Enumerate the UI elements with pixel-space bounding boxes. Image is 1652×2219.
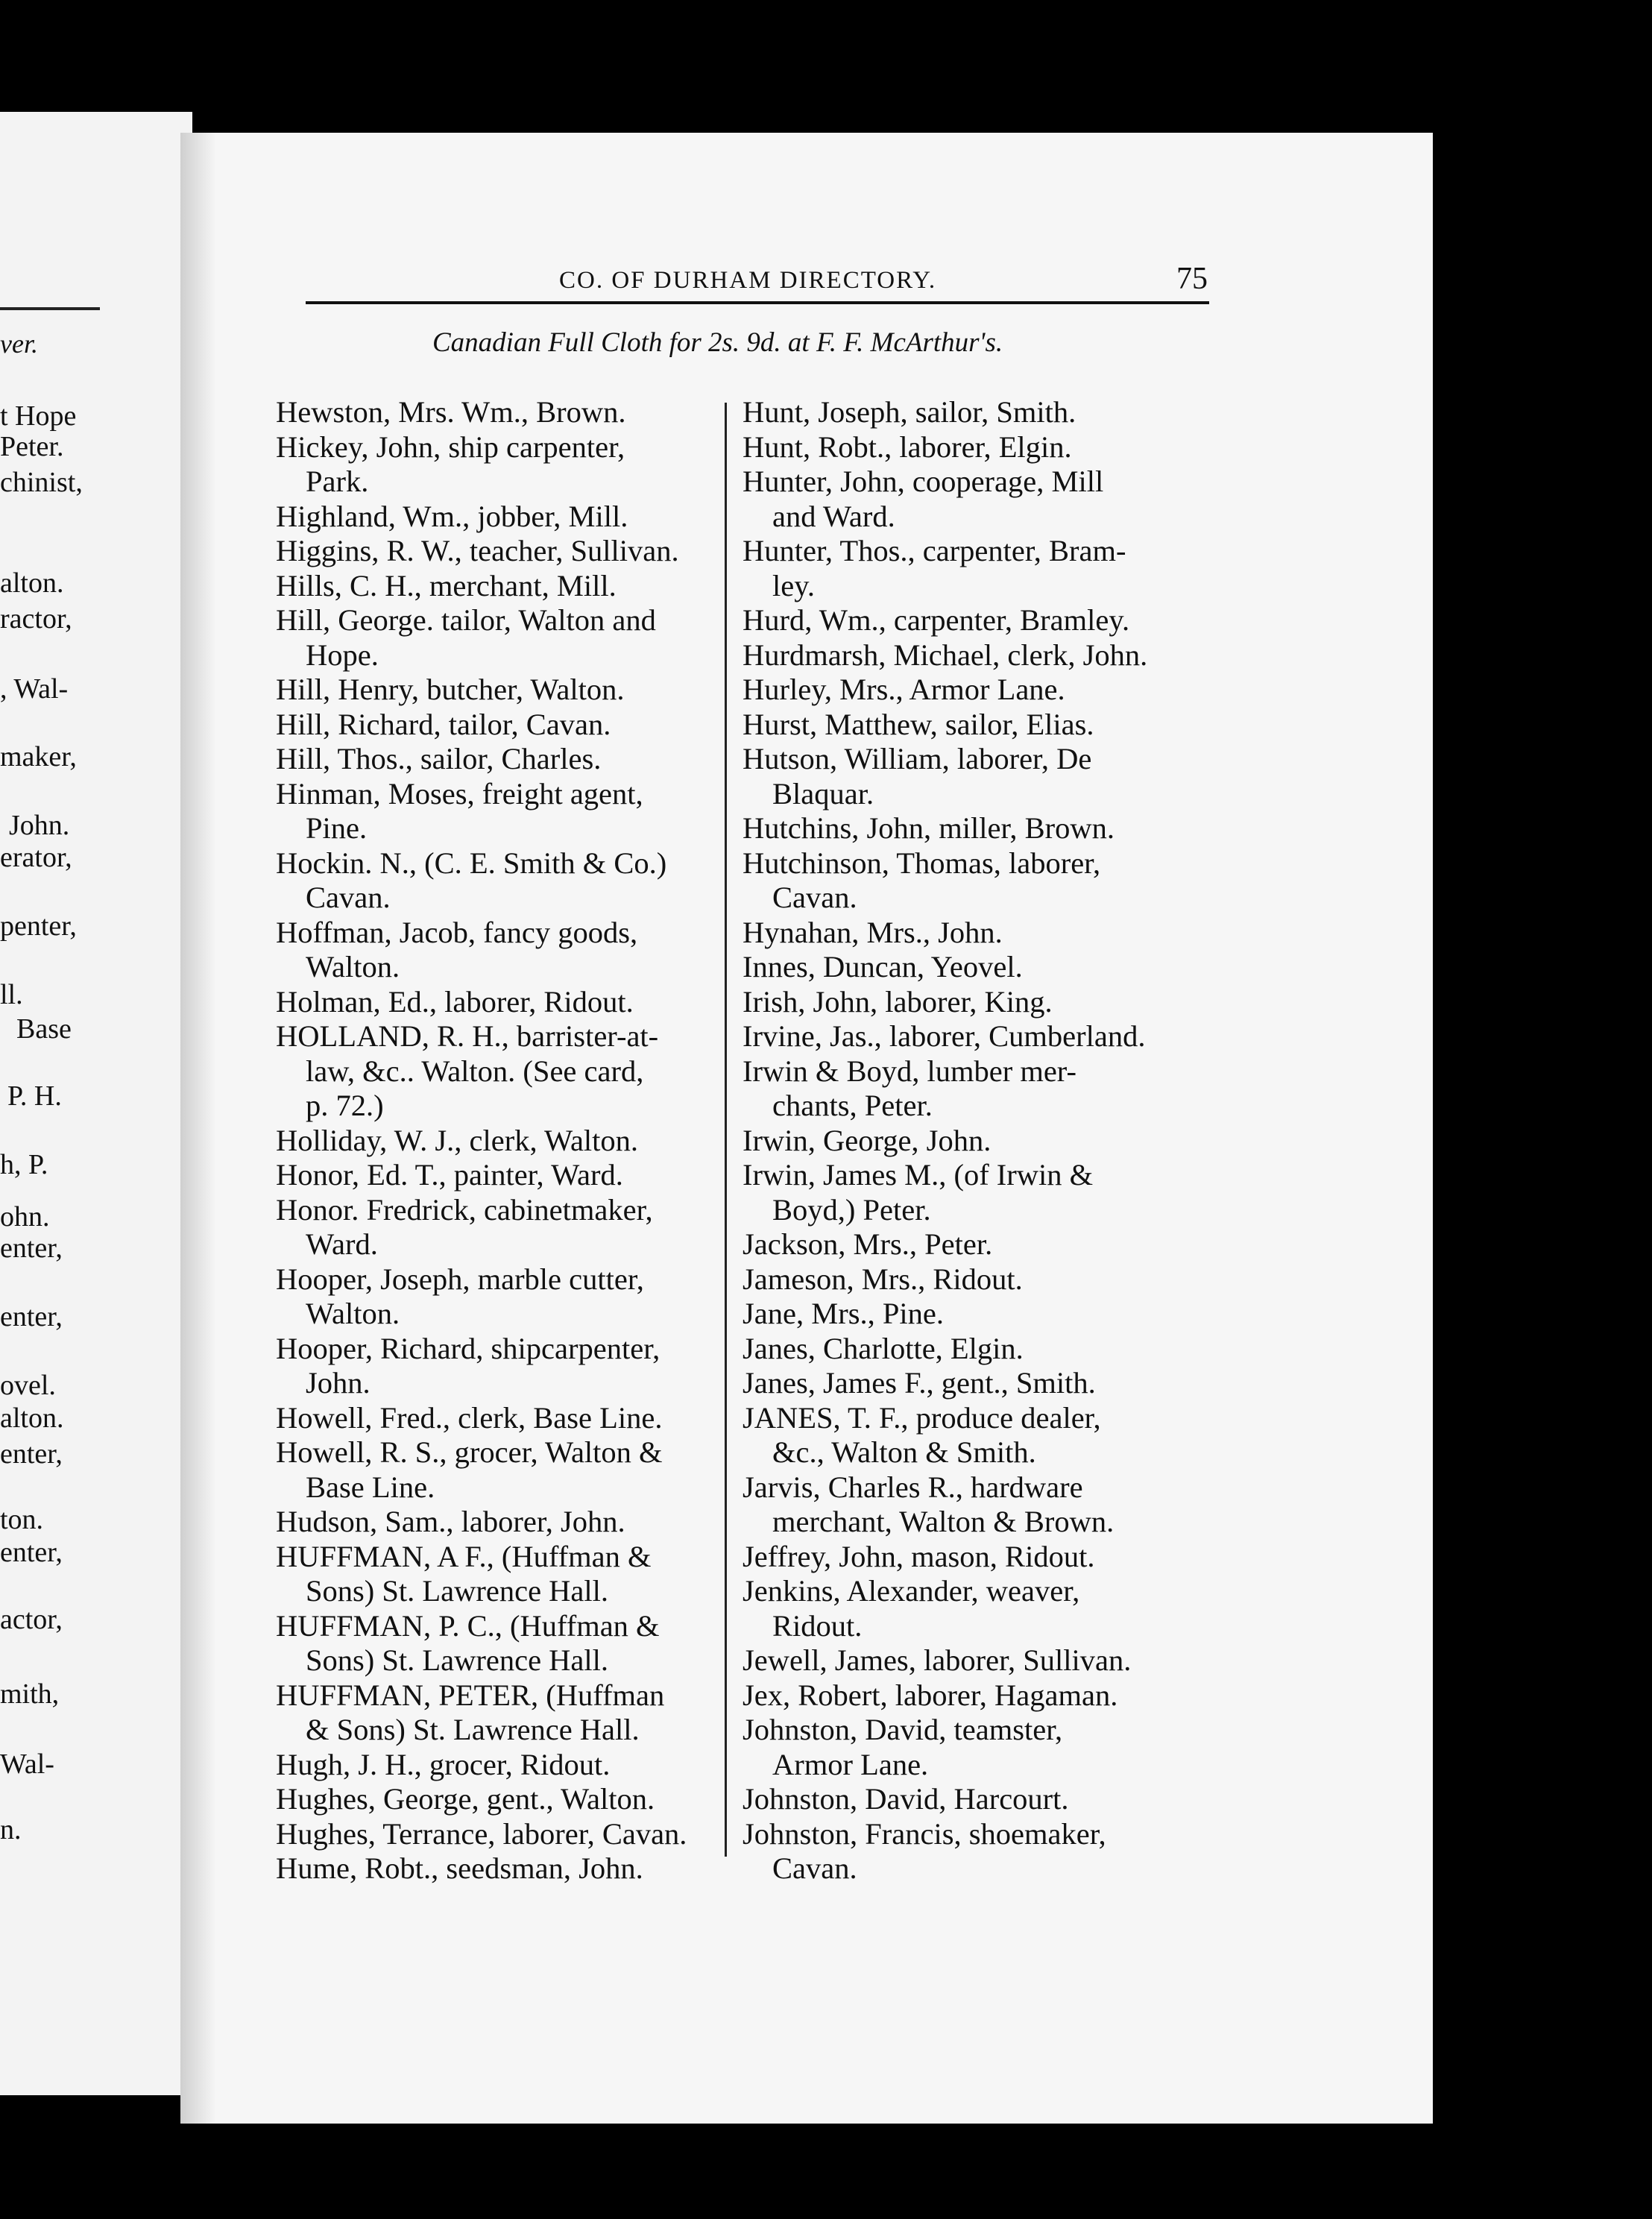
entry-text: Hutchinson, Thomas, laborer, <box>743 846 1101 880</box>
directory-entry <box>276 1782 738 1817</box>
directory-entry <box>276 742 738 777</box>
directory-entry <box>276 603 738 673</box>
entry-continuation: chants, Peter. <box>772 1089 933 1122</box>
directory-entry <box>743 1782 1220 1817</box>
left-page-line: n. <box>0 1814 22 1845</box>
entry-text: Hooper, Joseph, marble cutter, <box>276 1262 644 1296</box>
directory-entry <box>276 430 738 500</box>
directory-entry <box>743 1054 1220 1124</box>
entry-text: Irwin, James M., (of Irwin & <box>743 1158 1094 1192</box>
left-page-line: ovel. <box>0 1370 56 1401</box>
directory-entry <box>276 1817 738 1852</box>
directory-entry <box>276 1158 738 1193</box>
entry-text: Howell, Fred., clerk, Base Line. <box>276 1400 663 1435</box>
directory-entry <box>276 1262 738 1332</box>
entry-text: JANES, T. F., produce dealer, <box>743 1400 1101 1435</box>
left-page-line: alton. <box>0 567 64 599</box>
left-page-line: Peter. <box>0 431 64 462</box>
left-page-line: ll. <box>0 979 23 1010</box>
entry-text: Honor. Fredrick, cabinetmaker, <box>276 1192 653 1227</box>
entry-text: Honor, Ed. T., painter, Ward. <box>276 1158 623 1192</box>
left-page-header: ver. <box>0 329 38 359</box>
left-page-line: Wal- <box>0 1749 54 1780</box>
entry-text: Hills, C. H., merchant, Mill. <box>276 568 617 602</box>
directory-entry <box>743 1366 1220 1401</box>
entry-text: Janes, Charlotte, Elgin. <box>743 1331 1024 1365</box>
directory-entry <box>276 1019 738 1124</box>
entry-text: Hynahan, Mrs., John. <box>743 915 1003 949</box>
entry-text: Hurdmarsh, Michael, clerk, John. <box>743 638 1148 672</box>
page-gutter-shadow <box>180 133 216 2124</box>
directory-entry <box>276 1193 738 1262</box>
directory-entry <box>743 1332 1220 1367</box>
page-header <box>306 262 1208 297</box>
entry-continuation: Base Line. <box>306 1470 435 1504</box>
entry-continuation: &c., Walton & Smith. <box>772 1435 1036 1469</box>
directory-entry <box>743 1227 1220 1262</box>
entry-text: Hughes, George, gent., Walton. <box>276 1782 655 1816</box>
directory-entry <box>276 1435 738 1505</box>
directory-entry <box>743 846 1220 916</box>
directory-entry <box>743 1470 1220 1540</box>
entry-continuation: Sons) St. Lawrence Hall. <box>306 1643 609 1677</box>
entry-continuation: Walton. <box>306 1297 400 1330</box>
entry-text: Holman, Ed., laborer, Ridout. <box>276 984 634 1019</box>
entry-text: Jackson, Mrs., Peter. <box>743 1227 993 1261</box>
left-page-line: erator, <box>0 842 72 873</box>
directory-entry <box>743 1019 1220 1054</box>
entry-continuation: Ridout. <box>772 1608 863 1643</box>
left-page-line: ractor, <box>0 603 72 635</box>
entry-text: Hunter, Thos., carpenter, Bram- <box>743 534 1126 567</box>
entry-continuation: John. <box>306 1366 371 1400</box>
running-title: CO. OF DURHAM DIRECTORY. <box>559 267 937 294</box>
entry-text: Hockin. N., (C. E. Smith & Co.) <box>276 846 667 880</box>
entry-continuation: Cavan. <box>772 1851 857 1885</box>
directory-entry <box>276 500 738 535</box>
left-page-line: , Wal- <box>0 673 69 705</box>
directory-entry <box>276 708 738 743</box>
entry-text: HUFFMAN, PETER, (Huffman <box>276 1678 665 1712</box>
entry-continuation: Cavan. <box>772 881 857 914</box>
entry-text: Hickey, John, ship carpenter, <box>276 429 625 464</box>
directory-entry <box>276 673 738 708</box>
entry-text: Jewell, James, laborer, Sullivan. <box>743 1643 1132 1677</box>
directory-entry <box>743 811 1220 846</box>
left-page-line: actor, <box>0 1604 63 1635</box>
entry-text: Irvine, Jas., laborer, Cumberland. <box>743 1019 1146 1053</box>
entry-text: Hunter, John, cooperage, Mill <box>743 465 1104 498</box>
entry-text: HUFFMAN, P. C., (Huffman & <box>276 1608 660 1643</box>
entry-text: Jeffrey, John, mason, Ridout. <box>743 1539 1095 1573</box>
entry-continuation: Park. <box>306 465 369 498</box>
directory-entry <box>743 534 1220 603</box>
entry-text: Hill, Thos., sailor, Charles. <box>276 742 602 775</box>
directory-entry <box>743 430 1220 465</box>
directory-entry <box>276 1401 738 1436</box>
entry-continuation: Sons) St. Lawrence Hall. <box>306 1574 609 1608</box>
directory-entry <box>276 916 738 985</box>
directory-entry <box>743 673 1220 708</box>
directory-entry <box>276 1540 738 1609</box>
directory-entry <box>276 534 738 569</box>
directory-entry <box>276 395 738 430</box>
entry-text: Hunt, Joseph, sailor, Smith. <box>743 395 1076 429</box>
header-rule <box>306 301 1209 304</box>
directory-entry <box>276 1332 738 1401</box>
advert-line: Canadian Full Cloth for 2s. 9d. at F. F. McArthur's. <box>432 327 1003 358</box>
entry-text: Irwin, George, John. <box>743 1123 991 1157</box>
directory-entry <box>743 1574 1220 1643</box>
directory-entry <box>743 1158 1220 1227</box>
directory-entry <box>276 777 738 846</box>
directory-entry <box>276 1678 738 1748</box>
entry-text: Jex, Robert, laborer, Hagaman. <box>743 1678 1118 1712</box>
entry-continuation: Boyd,) Peter. <box>772 1192 931 1227</box>
directory-entry <box>276 1851 738 1886</box>
directory-column-left <box>276 395 738 1886</box>
left-page-line: enter, <box>0 1301 63 1332</box>
left-page-line: enter, <box>0 1233 63 1264</box>
entry-continuation: merchant, Walton & Brown. <box>772 1505 1115 1538</box>
entry-text: Hewston, Mrs. Wm., Brown. <box>276 395 626 429</box>
left-page-line: t Hope <box>0 400 77 432</box>
entry-text: Hoffman, Jacob, fancy goods, <box>276 915 638 949</box>
entry-text: Hurley, Mrs., Armor Lane. <box>743 673 1065 706</box>
entry-text: Howell, R. S., grocer, Walton & <box>276 1435 663 1469</box>
directory-entry <box>276 985 738 1020</box>
entry-continuation: and Ward. <box>772 499 895 533</box>
entry-text: Hill, Henry, butcher, Walton. <box>276 673 625 706</box>
entry-continuation: ley. <box>772 568 815 602</box>
entry-text: Highland, Wm., jobber, Mill. <box>276 499 628 533</box>
entry-text: Hudson, Sam., laborer, John. <box>276 1505 625 1538</box>
entry-continuation: p. 72.) <box>306 1089 384 1122</box>
entry-continuation: Hope. <box>306 638 379 672</box>
directory-entry <box>743 916 1220 951</box>
directory-entry <box>743 1678 1220 1713</box>
left-page-line: h, P. <box>0 1149 48 1180</box>
entry-text: Jane, Mrs., Pine. <box>743 1297 944 1330</box>
directory-entry <box>743 603 1220 638</box>
left-page-line: Base <box>16 1013 72 1045</box>
directory-entry <box>743 1124 1220 1159</box>
entry-text: Jenkins, Alexander, weaver, <box>743 1574 1080 1608</box>
directory-entry <box>276 569 738 604</box>
left-page-line: ton. <box>0 1504 44 1535</box>
entry-text: Johnston, David, Harcourt. <box>743 1782 1069 1816</box>
directory-entry <box>743 708 1220 743</box>
entry-text: Hurst, Matthew, sailor, Elias. <box>743 707 1094 741</box>
entry-text: Johnston, David, teamster, <box>743 1713 1063 1746</box>
entry-text: Jarvis, Charles R., hardware <box>743 1470 1083 1504</box>
page-number: 75 <box>1176 262 1208 296</box>
directory-entry <box>743 1540 1220 1575</box>
entry-continuation: Cavan. <box>306 881 391 914</box>
entry-text: Hugh, J. H., grocer, Ridout. <box>276 1747 611 1781</box>
directory-entry <box>743 638 1220 673</box>
directory-entry <box>743 742 1220 811</box>
entry-text: Hinman, Moses, freight agent, <box>276 776 643 811</box>
entry-continuation: Armor Lane. <box>772 1747 929 1781</box>
entry-text: Hill, Richard, tailor, Cavan. <box>276 707 611 741</box>
left-page-line: penter, <box>0 910 77 942</box>
entry-text: Hughes, Terrance, laborer, Cavan. <box>276 1816 687 1851</box>
directory-entry <box>743 1262 1220 1297</box>
entry-text: Hurd, Wm., carpenter, Bramley. <box>743 603 1130 637</box>
entry-text: Jameson, Mrs., Ridout. <box>743 1262 1023 1296</box>
directory-entry <box>743 395 1220 430</box>
entry-text: Holliday, W. J., clerk, Walton. <box>276 1123 639 1157</box>
entry-text: Irwin & Boyd, lumber mer- <box>743 1054 1076 1088</box>
entry-text: Irish, John, laborer, King. <box>743 984 1053 1019</box>
directory-entry <box>276 1124 738 1159</box>
entry-continuation: Blaquar. <box>772 776 874 811</box>
left-page-line: ohn. <box>0 1201 50 1233</box>
left-page-line: John. <box>9 810 70 841</box>
left-page-line: enter, <box>0 1537 63 1568</box>
left-page-fragment <box>0 112 192 2095</box>
directory-entry <box>276 1609 738 1678</box>
left-page-line: enter, <box>0 1438 63 1470</box>
directory-entry <box>743 1643 1220 1678</box>
entry-continuation: Pine. <box>306 811 368 845</box>
entry-text: Hunt, Robt., laborer, Elgin. <box>743 429 1072 464</box>
directory-entry <box>743 950 1220 985</box>
directory-entry <box>743 1817 1220 1886</box>
entry-continuation: law, &c.. Walton. (See card, <box>306 1054 644 1088</box>
entry-text: Hooper, Richard, shipcarpenter, <box>276 1331 661 1365</box>
entry-continuation: Ward. <box>306 1227 378 1261</box>
directory-entry <box>743 1401 1220 1470</box>
directory-entry <box>743 985 1220 1020</box>
entry-text: Hill, George. tailor, Walton and <box>276 603 656 637</box>
entry-text: Hume, Robt., seedsman, John. <box>276 1851 643 1885</box>
entry-text: Hutson, William, laborer, De <box>743 742 1092 775</box>
directory-entry <box>743 1713 1220 1782</box>
entry-text: HUFFMAN, A F., (Huffman & <box>276 1539 652 1573</box>
directory-entry <box>743 465 1220 534</box>
entry-continuation: Walton. <box>306 950 400 983</box>
entry-text: Innes, Duncan, Yeovel. <box>743 950 1023 983</box>
left-page-line: mith, <box>0 1678 60 1710</box>
entry-text: Janes, James F., gent., Smith. <box>743 1366 1096 1400</box>
directory-entry <box>276 1748 738 1783</box>
directory-entry <box>276 846 738 916</box>
left-page-line: alton. <box>0 1403 64 1434</box>
entry-text: Hutchins, John, miller, Brown. <box>743 811 1115 845</box>
left-page-rule <box>0 307 100 310</box>
left-page-line: chinist, <box>0 467 83 498</box>
entry-text: HOLLAND, R. H., barrister-at- <box>276 1019 659 1053</box>
entry-continuation: & Sons) St. Lawrence Hall. <box>306 1713 640 1746</box>
entry-text: Johnston, Francis, shoemaker, <box>743 1816 1106 1851</box>
directory-column-right <box>743 395 1220 1886</box>
entry-text: Higgins, R. W., teacher, Sullivan. <box>276 534 679 567</box>
directory-entry <box>743 1297 1220 1332</box>
directory-entry <box>276 1505 738 1540</box>
left-page-line: P. H. <box>7 1080 62 1112</box>
left-page-line: maker, <box>0 741 77 772</box>
